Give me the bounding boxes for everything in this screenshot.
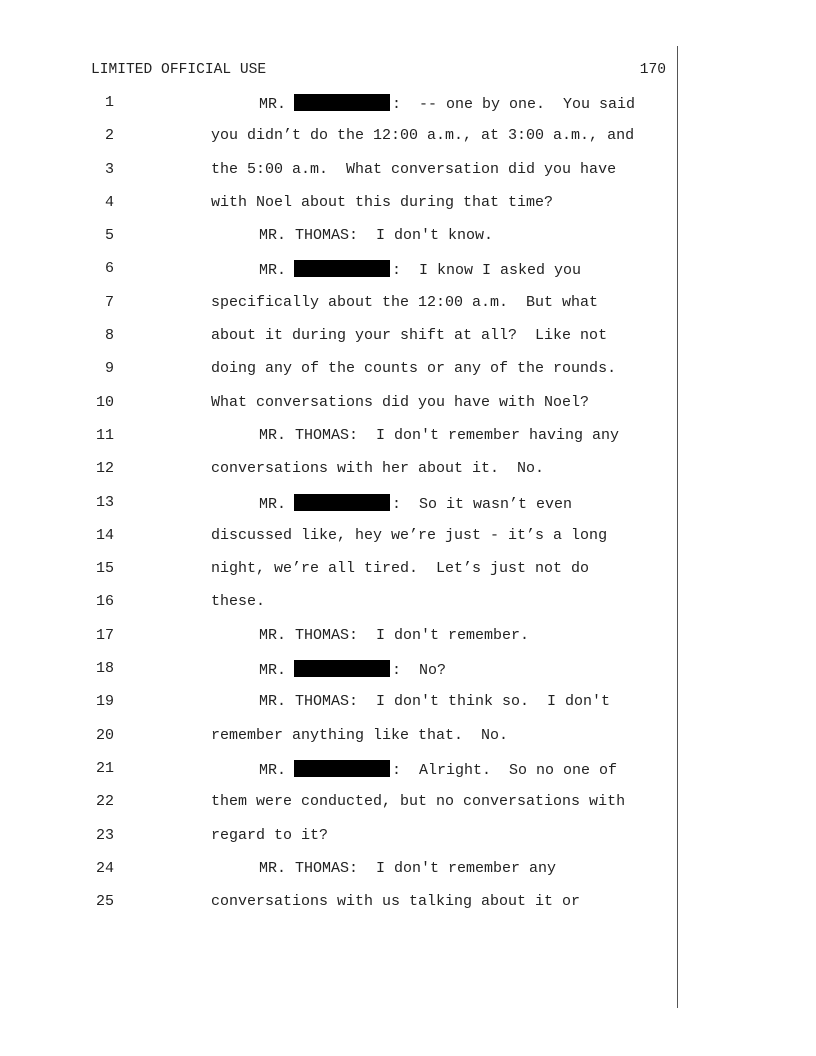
transcript-line xyxy=(0,87,680,120)
line-text: discussed like, hey we’re just - it’s a long xyxy=(211,526,608,544)
line-content: : -- one by one. You said xyxy=(392,96,636,113)
line-text: night, we’re all tired. Let’s just not do xyxy=(211,560,590,578)
transcript-line xyxy=(0,553,680,586)
line-text: regard to it? xyxy=(211,826,329,844)
redaction-box xyxy=(294,660,390,677)
line-text: MR. THOMAS: I don't remember any xyxy=(259,859,557,877)
line-text: conversations with us talking about it or xyxy=(211,893,581,911)
line-number: 4 xyxy=(104,193,114,211)
transcript-line xyxy=(0,187,680,220)
redaction-box xyxy=(294,494,390,511)
page-number: 170 xyxy=(639,62,666,78)
transcript-line xyxy=(0,620,680,653)
line-text: doing any of the counts or any of the rounds. xyxy=(211,360,617,378)
line-number: 18 xyxy=(95,660,114,678)
line-text: you didn’t do the 12:00 a.m., at 3:00 a.m., and xyxy=(211,127,635,145)
line-text: them were conducted, but no conversations with xyxy=(211,793,626,811)
transcript-line xyxy=(0,420,680,453)
line-text xyxy=(259,494,572,513)
classification-header: LIMITED OFFICIAL USE xyxy=(91,62,267,78)
transcript-line xyxy=(0,154,680,187)
line-text: the 5:00 a.m. What conversation did you have xyxy=(211,160,617,178)
transcript-line xyxy=(0,387,680,420)
line-content: : So it wasn’t even xyxy=(392,495,573,513)
line-number: 10 xyxy=(95,393,114,411)
transcript-line xyxy=(0,686,680,719)
transcript-line xyxy=(0,287,680,320)
line-number: 6 xyxy=(104,260,114,278)
line-number: 17 xyxy=(95,626,114,644)
transcript-line xyxy=(0,487,680,520)
line-number: 16 xyxy=(95,593,114,611)
line-text: MR. THOMAS: I don't know. xyxy=(259,227,494,245)
line-number: 8 xyxy=(104,327,114,345)
line-text xyxy=(259,760,617,779)
transcript-line xyxy=(0,586,680,619)
line-text: about it during your shift at all? Like not xyxy=(211,327,608,345)
line-number: 23 xyxy=(95,826,114,844)
transcript-line xyxy=(0,886,680,919)
transcript-line xyxy=(0,753,680,786)
speaker-prefix: MR. xyxy=(259,262,287,280)
redaction-box xyxy=(294,94,390,111)
line-text xyxy=(259,260,581,279)
line-text xyxy=(259,660,446,679)
transcript-line xyxy=(0,220,680,253)
speaker-prefix: MR. xyxy=(259,761,287,779)
line-number: 25 xyxy=(95,893,114,911)
transcript-line xyxy=(0,453,680,486)
line-number: 15 xyxy=(95,560,114,578)
transcript-line xyxy=(0,353,680,386)
line-text: these. xyxy=(211,593,266,611)
redaction-box xyxy=(294,260,390,277)
line-number: 2 xyxy=(104,127,114,145)
transcript-line xyxy=(0,820,680,853)
line-number: 20 xyxy=(95,726,114,744)
speaker-prefix: MR. xyxy=(259,662,287,680)
transcript-line xyxy=(0,853,680,886)
line-number: 5 xyxy=(104,227,114,245)
line-number: 24 xyxy=(95,859,114,877)
line-number: 1 xyxy=(104,94,114,111)
line-number: 22 xyxy=(95,793,114,811)
line-number: 21 xyxy=(95,759,114,777)
line-number: 13 xyxy=(95,493,114,511)
line-text: What conversations did you have with Noel? xyxy=(211,393,590,411)
line-number: 11 xyxy=(95,426,114,444)
line-content: : I know I asked you xyxy=(392,262,582,280)
line-text: specifically about the 12:00 a.m. But what xyxy=(211,293,599,311)
transcript-line xyxy=(0,786,680,819)
line-text: MR. THOMAS: I don't remember. xyxy=(259,626,530,644)
line-number: 14 xyxy=(95,526,114,544)
speaker-prefix: MR. xyxy=(259,495,287,513)
line-text: MR. THOMAS: I don't remember having any xyxy=(259,426,620,444)
transcript-line xyxy=(0,720,680,753)
transcript-line xyxy=(0,320,680,353)
line-text: remember anything like that. No. xyxy=(211,726,509,744)
redaction-box xyxy=(294,760,390,777)
line-number: 9 xyxy=(104,360,114,378)
line-number: 12 xyxy=(95,460,114,478)
line-text: MR. THOMAS: I don't think so. I don't xyxy=(259,693,611,711)
line-text: conversations with her about it. No. xyxy=(211,460,545,478)
line-number: 7 xyxy=(104,293,114,311)
line-content: : No? xyxy=(392,662,447,680)
line-text: with Noel about this during that time? xyxy=(211,193,554,211)
line-text xyxy=(259,94,635,113)
transcript-line xyxy=(0,653,680,686)
line-number: 3 xyxy=(104,160,114,178)
transcript-line xyxy=(0,520,680,553)
transcript-line xyxy=(0,253,680,286)
line-number: 19 xyxy=(95,693,114,711)
line-content: : Alright. So no one of xyxy=(392,761,618,779)
transcript-line xyxy=(0,120,680,153)
speaker-prefix: MR. xyxy=(259,96,287,113)
transcript-lines xyxy=(0,87,680,919)
